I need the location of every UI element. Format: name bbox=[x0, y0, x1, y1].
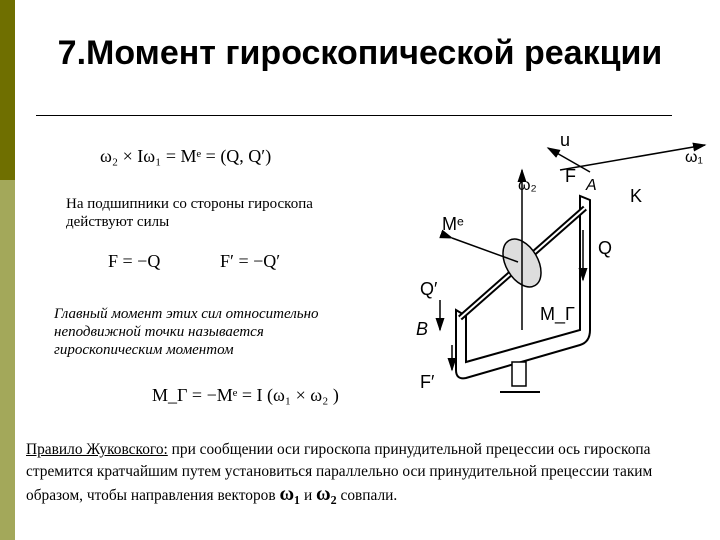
rule-end: совпали. bbox=[336, 487, 398, 504]
label-B: B bbox=[416, 319, 429, 339]
gyroscope-diagram bbox=[400, 130, 720, 430]
base-support bbox=[512, 362, 526, 386]
label-Q: Q bbox=[598, 238, 613, 258]
label-Mg: M_Г bbox=[540, 304, 575, 324]
label-Qp: Q′ bbox=[420, 279, 438, 299]
label-omega1: ω₁ bbox=[685, 149, 703, 166]
paragraph-gyro-moment: Главный момент этих сил относительно неподвижной точки называется гироскопическим моментом bbox=[54, 306, 319, 358]
rule-lead: Правило Жуковского: bbox=[26, 441, 168, 458]
omega1-axis bbox=[560, 145, 705, 170]
slide-title: 7.Момент гироскопической реакции bbox=[57, 34, 663, 72]
paragraph-bearing-forces: На подшипники со стороны гироскопа действуют силы bbox=[66, 196, 313, 230]
label-K: K bbox=[630, 186, 643, 206]
rule-omega1: ω₁ bbox=[279, 483, 301, 505]
rule-body: при сообщении оси гироскопа принудительной прецессии ось гироскопа стремится кратчайшим путем установиться параллельно оси принудительной прецессии таким образом, чтобы направления векторов bbox=[26, 441, 653, 504]
label-omega2: ω₂ bbox=[518, 177, 537, 194]
formula-F: F = −Q bbox=[108, 251, 161, 271]
rule-omega2: ω₂ bbox=[316, 483, 337, 505]
formula-Fprime: F′ = −Q′ bbox=[220, 251, 281, 271]
formula-moment: ω₂ × Iω₁ = Mᵉ = (Q, Q′) bbox=[100, 146, 272, 166]
label-Me: Mᵉ bbox=[442, 214, 464, 234]
label-u: u bbox=[560, 130, 571, 150]
rule-and: и bbox=[300, 487, 317, 504]
label-A: A bbox=[586, 177, 597, 194]
sidebar-dark bbox=[0, 0, 15, 180]
sidebar-light bbox=[0, 180, 15, 540]
label-F: F bbox=[565, 166, 576, 186]
formula-gyroscopic-moment: M_Г = −Mᵉ = I (ω₁ × ω₂ ) bbox=[152, 385, 339, 405]
title-underline bbox=[36, 115, 672, 116]
label-Fp: F′ bbox=[420, 372, 435, 392]
zhukovsky-rule bbox=[26, 439, 706, 507]
